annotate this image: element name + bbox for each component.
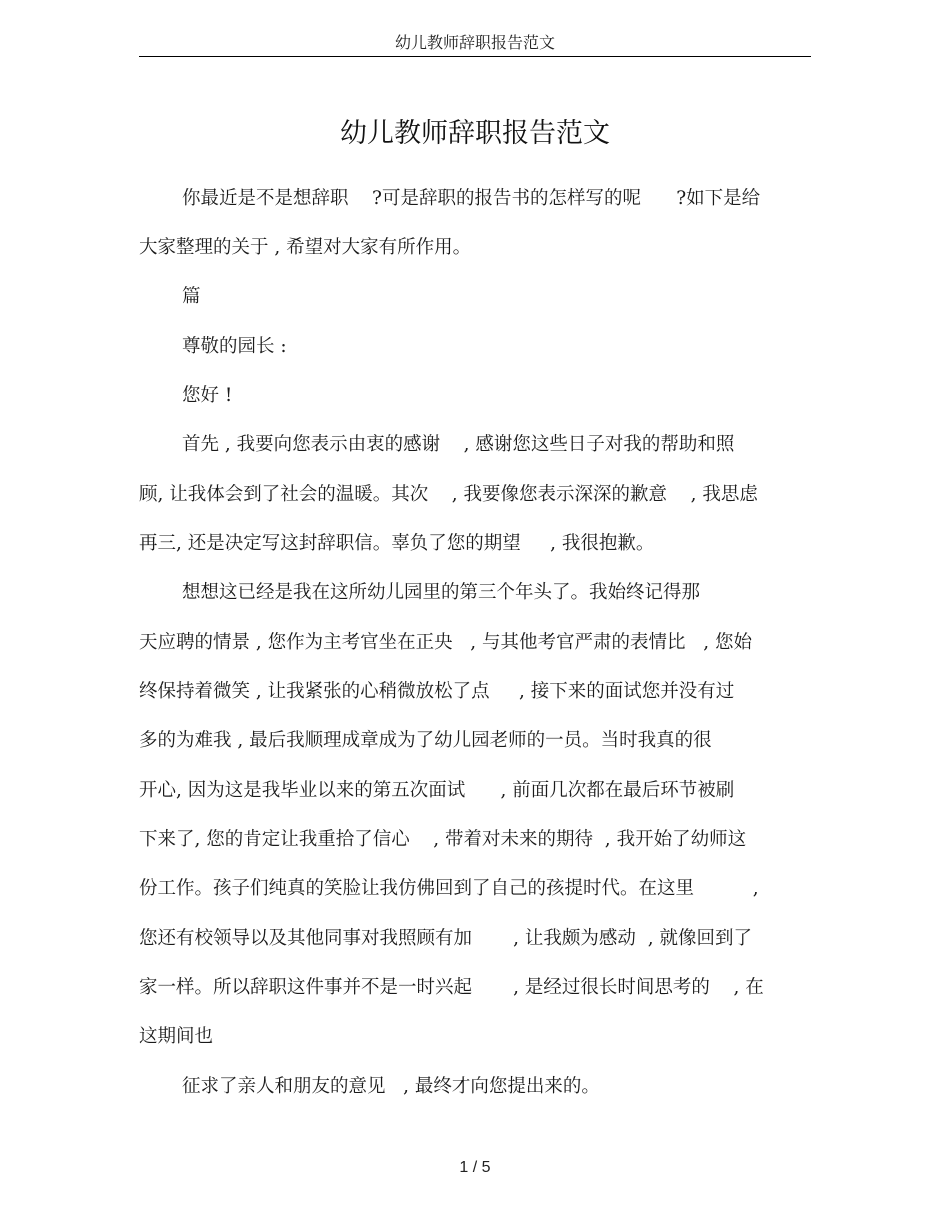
paragraph-line: 多的为难我 , 最后我顺理成章成为了幼儿园老师的一员。当时我真的很 <box>139 730 712 751</box>
paragraph-line: 大家整理的关于 , 希望对大家有所作用。 <box>139 237 472 258</box>
paragraph-line: 开心, 因为这是我毕业以来的第五次面试 , 前面几次都在最后环节被刷 <box>139 780 735 801</box>
section-label: 篇 <box>182 286 201 307</box>
running-header: 幼儿教师辞职报告范文 <box>394 33 555 52</box>
header-divider <box>139 56 811 57</box>
paragraph-line: 下来了, 您的肯定让我重拾了信心 , 带着对未来的期待 , 我开始了幼师这 <box>139 829 747 850</box>
document-title: 幼儿教师辞职报告范文 <box>340 118 610 149</box>
greeting: 您好 ! <box>182 385 233 406</box>
paragraph-line: 份工作。孩子们纯真的笑脸让我仿佛回到了自己的孩提时代。在这里 , <box>139 878 759 899</box>
paragraph-line: 首先 , 我要向您表示由衷的感谢 , 感谢您这些日子对我的帮助和照 <box>182 434 735 455</box>
page-number: 1 / 5 <box>459 1159 491 1176</box>
salutation: 尊敬的园长 : <box>182 336 287 357</box>
paragraph-line: 征求了亲人和朋友的意见 , 最终才向您提出来的。 <box>182 1076 600 1097</box>
paragraph-line: 想想这已经是我在这所幼儿园里的第三个年头了。我始终记得那 <box>182 582 701 603</box>
paragraph-line: 您还有校领导以及其他同事对我照顾有加 , 让我颇为感动 , 就像回到了 <box>139 928 752 949</box>
paragraph-line: 再三, 还是决定写这封辞职信。辜负了您的期望 , 我很抱歉。 <box>139 533 655 554</box>
paragraph-line: 家一样。所以辞职这件事并不是一时兴起 , 是经过很长时间思考的 , 在 <box>139 977 764 998</box>
paragraph-line: 你最近是不是想辞职 ?可是辞职的报告书的怎样写的呢 ?如下是给 <box>182 188 761 209</box>
paragraph-line: 天应聘的情景 , 您作为主考官坐在正央 , 与其他考官严肃的表情比 , 您始 <box>139 632 752 653</box>
paragraph-line: 顾, 让我体会到了社会的温暖。其次 , 我要像您表示深深的歉意 , 我思虑 <box>139 484 758 505</box>
paragraph-line: 终保持着微笑 , 让我紧张的心稍微放松了点 , 接下来的面试您并没有过 <box>139 681 735 702</box>
paragraph-line: 这期间也 <box>139 1026 214 1047</box>
